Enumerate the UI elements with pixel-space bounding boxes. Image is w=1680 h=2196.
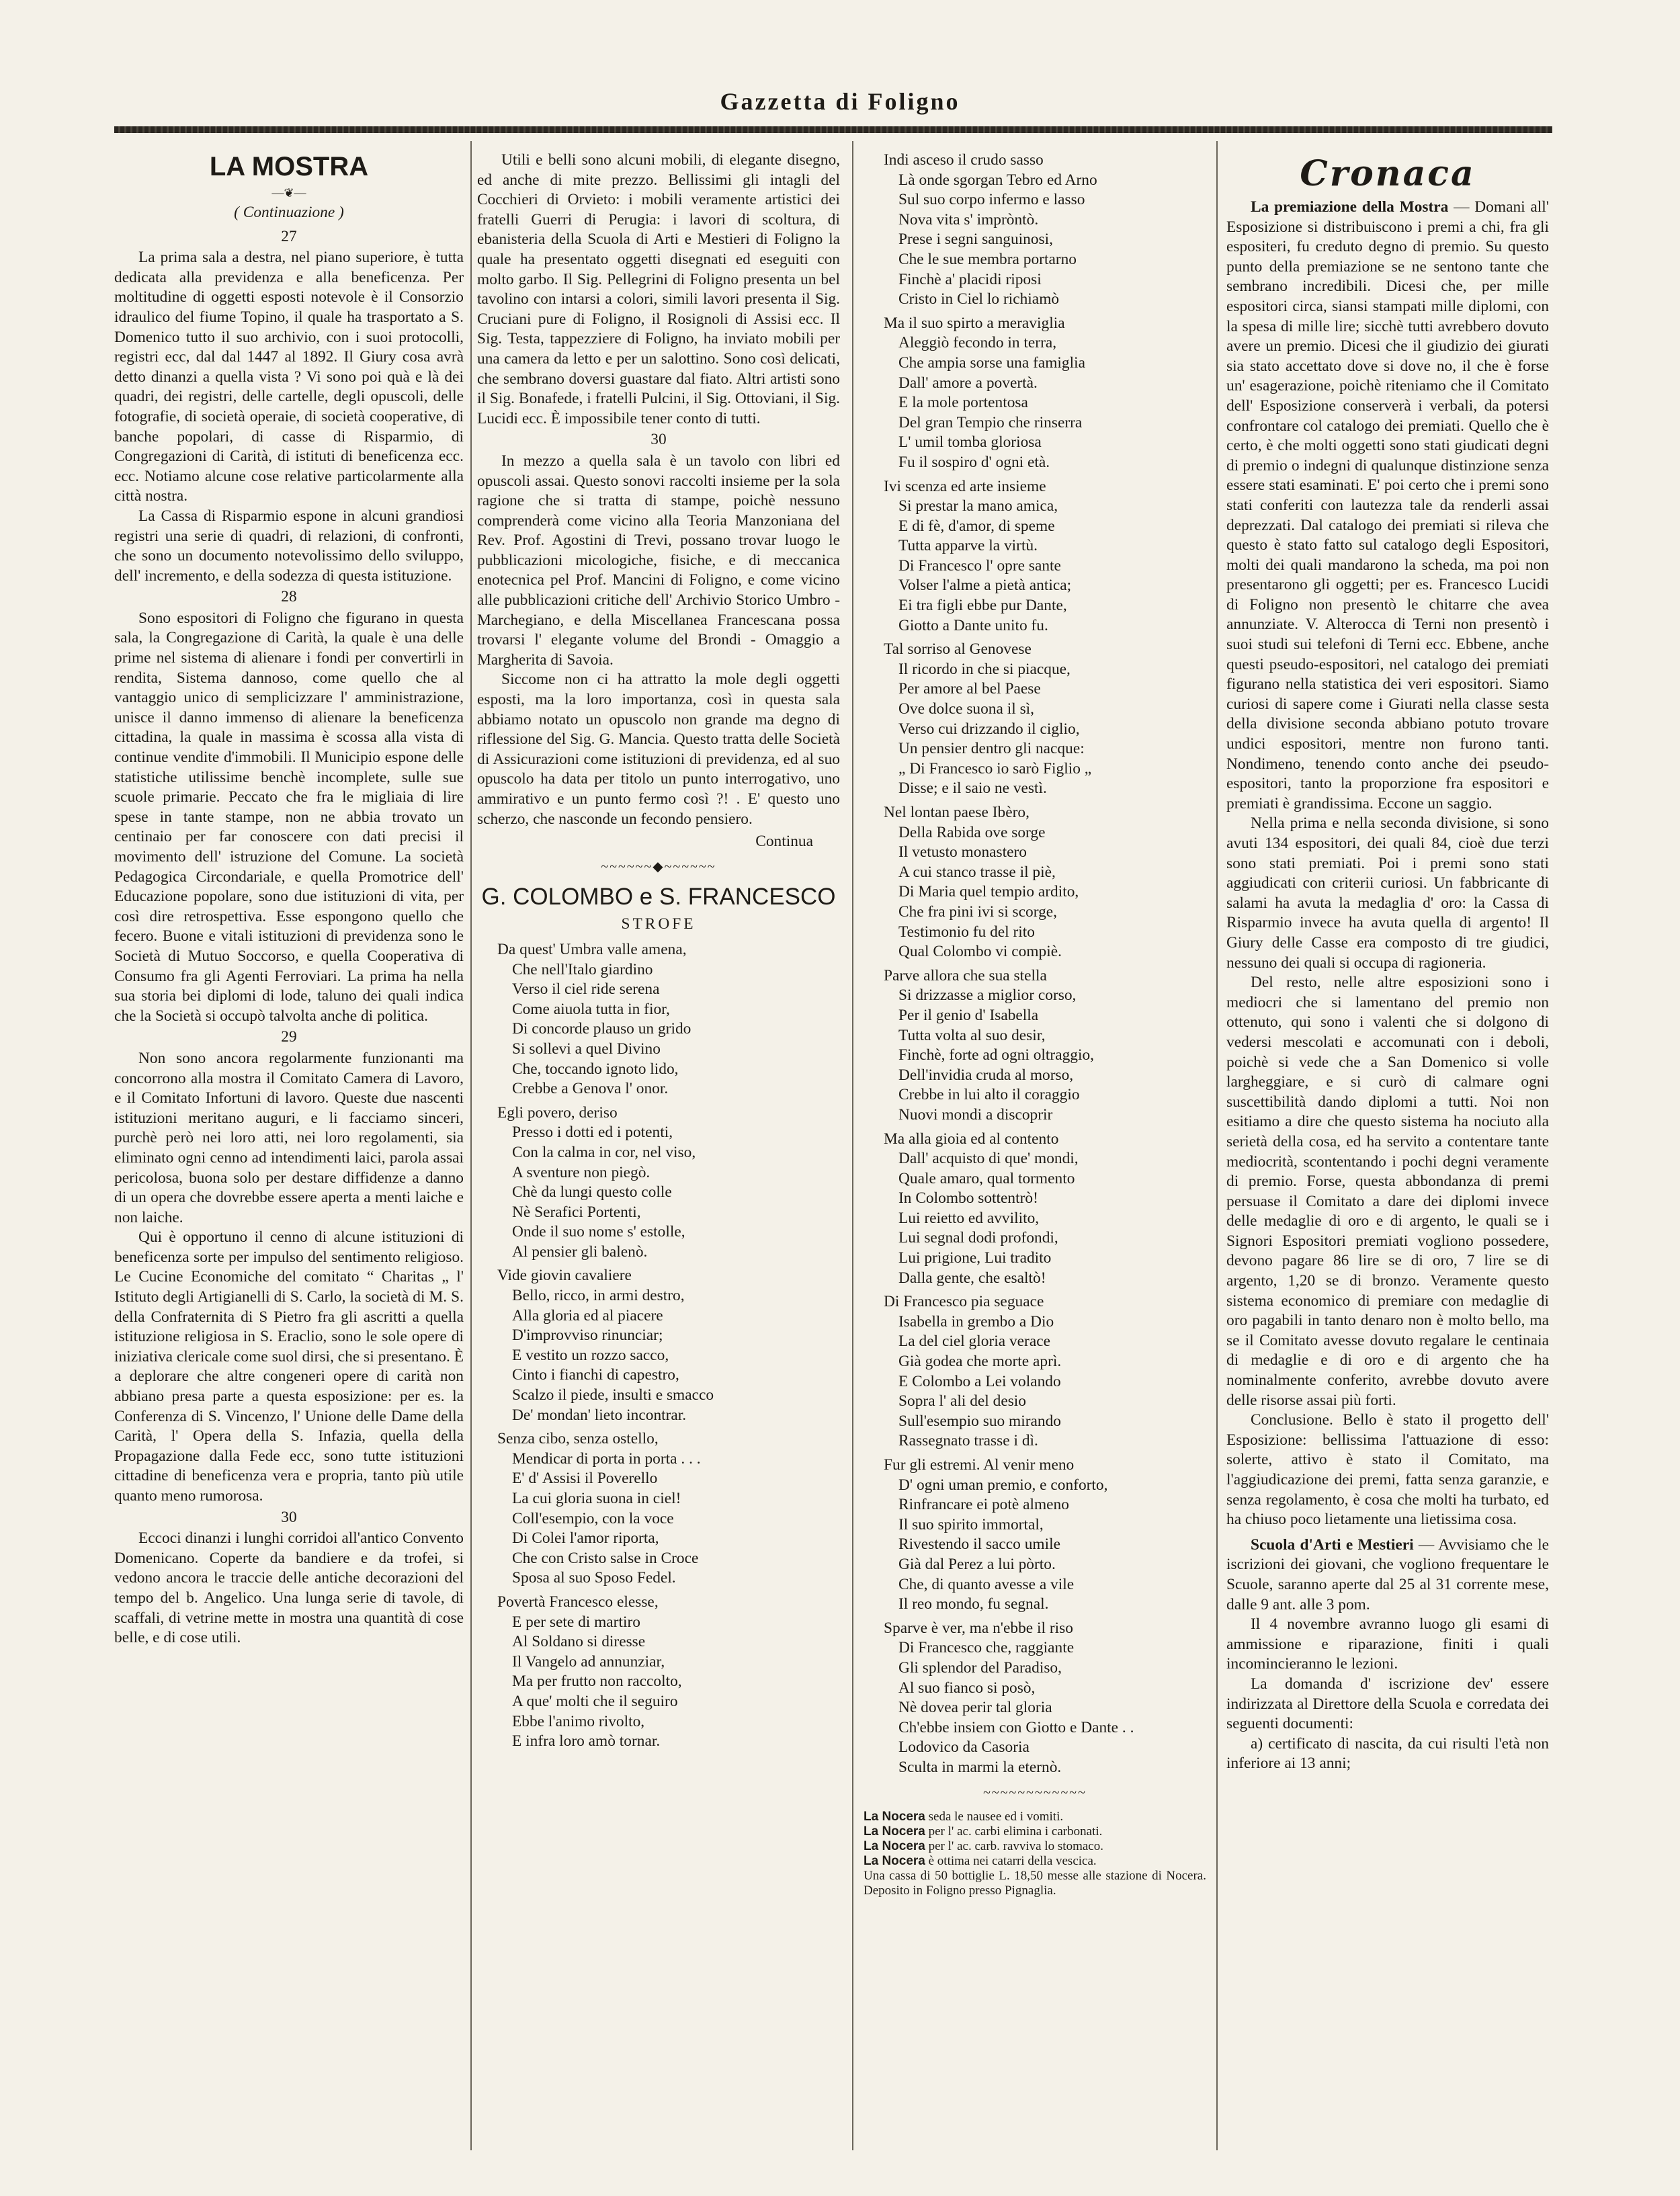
poem-line: Lui segnal dodi profondi, [898,1229,1058,1247]
ad-footer: Una cassa di 50 bottiglie L. 18,50 messe alle stazione di Nocera. Deposito in Foligno presso Pignaglia. [864,1869,1206,1898]
poem-line: Si prestar la mano amica, [898,497,1058,515]
poem-line: Povertà Francesco elesse, [497,1593,659,1611]
column-divider [470,141,472,2150]
poem-stanza [884,1619,1206,1778]
poem-line: Nuovi mondi a discoprir [898,1105,1053,1124]
paragraph: La Cassa di Risparmio espone in alcuni grandiosi registri una serie di quadri, di relazioni, di confronti, che sono un documento notevolissimo dello sviluppo, dell' incremento, e della sodezza di questa istituzione. [114,507,464,585]
poem-line: Ove dolce suona il sì, [898,700,1035,718]
poem-line: Al suo fianco si posò, [898,1679,1036,1697]
poem-line: L' umil tomba gloriosa [898,433,1042,452]
poem-line: Dell'invidia cruda al morso, [898,1066,1074,1084]
poem-line: E Colombo a Lei volando [898,1372,1061,1390]
ad-line [864,1839,1206,1854]
poem-line: Ma il suo spirto a meraviglia [884,314,1065,332]
poem-line: Sopra l' ali del desio [898,1392,1027,1410]
poem-line: Là onde sgorgan Tebro ed Arno [898,171,1097,189]
ad-line [864,1810,1206,1824]
separator-ornament: ~~~~~~~~~~~~ [983,1785,1087,1800]
poem-line: Che con Cristo salse in Croce [512,1549,699,1567]
paragraph: Conclusione. Bello è stato il progetto dell' Esposizione: bellissima l'attuazione di esso: solerte, attivo è stato il Comitato, ma l'aggiudicazione dei premi, fatta senza garanzie, e senza regolamento, è cosa che molti ha turbato, ed ha chiuso poco lietamente una lietissima cosa. [1226,1411,1549,1529]
poem-line: Si drizzasse a miglior corso, [898,986,1077,1005]
poem-line: Ch'ebbe insiem con Giotto e Dante . . [898,1718,1134,1736]
poem-line: E la mole portentosa [898,394,1028,412]
poem-line: Lodovico da Casoria [898,1738,1030,1757]
paragraph: Qui è opportuno il cenno di alcune istituzioni di beneficenza sorte per impulso del sentimento religioso. Le Cucine Economiche del comitato “ Charitas „ l' Istituto degli Artigianelli di S. Carlo, la società di M. S. della Confraternita di S Pietro fra gli ascritti a quella istituzione religiosa in S. Eraclio, sono le sole opere di iniziativa clericale come suol dirsi, che si presentano. È a deplorare che altre congeneri opere di carità non abbiano presa parte a questa esposizione: per es. la Conferenza di S. Vincenzo, l' Unione delle Dame della Carità, l' Opera della S. Infazia, quella della Propagazione dalla Fede ecc, sono tutte istituzioni cittadine di beneficenza vera e propria, tanto più utile quanto meno rumorosa. [114,1228,464,1505]
poem-line: Di Maria quel tempio ardito, [898,883,1079,901]
poem-line: Ei tra figli ebbe pur Dante, [898,597,1067,615]
poem-stanza [497,1266,840,1425]
poem-stanza [884,640,1206,799]
poem-line: Il vetusto monastero [898,843,1027,861]
poem-line: D' ogni uman premio, e conforto, [898,1476,1108,1494]
poem-stanza [497,940,840,1099]
poem-line: Bello, ricco, in armi destro, [512,1287,685,1305]
poem-line: Con la calma in cor, nel viso, [512,1143,696,1161]
paragraph: — Domani all' Esposizione si distribuiscono i premi a chi, fra gli espositeri, fu creduto degno di premio. Su questo punto della premiazione se ne sentono tante che sembrano incredibili. Dicesi che, per mille espositori circa, siansi stampati mille diplomi, con la spesa di mille lire; sicchè tutti avrebbero dovuto avere un premio. Dicesi che il giudizio dei giurati sia stato accettato dove si dove no, il che è forse un' esagerazione, poichè riteniamo che il Comitato dell' Esposizione conserverà i verbali, da potersi confrontare col catalogo dei premiati. Quello che è certo, è che molti oggetti sono stati giudicati degni di premio o indegni di qualunque distinzione senza essere stati esaminati. E' poi certo che i premi sono stati conferiti con lautezza tale da renderli assai deprezzati. Dal catalogo dei premiati si rileva che questo è stato fatto sul catalogo degli Espositori, molti dei quali mandarono la scheda, ma poi non presentarono gli oggetti; per es. Francesco Lucidi di Foligno non presentò le chitarre che avea annunziate. V. Alterocca di Terni non presentò i suoi studi sui telefoni di Terni ecc. Ebbene, anche questi pseudo-espositori, nel catalogo dei premiati figurano nella statistica dei veri espositori. Siamo curiosi di sapere come i Giurati nella classe sesta della divisione seconda abbiano potuto trovare undici espositori, mentre non furono tanti. Nondimeno, tenendo conto anche dei pseudo-espositori, tanto la proporzione fra espositori e premiati è grandissima. Eccone un saggio. [1226,198,1549,812]
poem-line: Di Francesco pia seguace [884,1293,1044,1311]
poem-line: „ Di Francesco io sarò Figlio „ [898,759,1092,777]
advertisement [864,1810,1206,1898]
cronaca-heading: Cronaca [1300,153,1476,194]
flourish-ornament: —❦— [271,186,306,200]
poem-line: Scalzo il piede, insulti e smacco [512,1386,714,1404]
paragraph: La domanda d' iscrizione dev' essere indirizzata al Direttore della Scuola e corredata dei seguenti documenti: [1226,1675,1549,1733]
article-subtitle: ( Continuazione ) [234,204,344,221]
poem-stanza [884,1292,1206,1451]
poem-stanza [497,1103,840,1263]
poem-stanza [884,314,1206,473]
poem-line: Disse; e il saio ne vestì. [898,779,1047,798]
poem-line: Del gran Tempio che rinserra [898,413,1083,431]
poem-line: Giotto a Dante unito fu. [898,616,1048,634]
poem-line: Sul suo corpo infermo e lasso [898,191,1085,209]
poem-line: La del ciel gloria verace [898,1333,1050,1351]
poem-line: Della Rabida ove sorge [898,823,1046,841]
paragraph: Del resto, nelle altre esposizioni sono i mediocri che si lamentano del premio non ottenuto, qui sono i valenti che si dolgono di vedersi mescolati e accomunati con i deboli, poichè si vede che a San Domenico si volle largheggiare, e si curò di calmare ogni suscettibilità dando diplomi a tutti. Noi non esitiamo a dire che questo sistema ha nociuto alla serietà della cosa, ed ha servito a contentare tante mediocrità, scontentando i pochi degni veramente di premio. Forse, questa abbondanza di premi persuase il Comitato a dare dei diplomi invece delle medaglie di oro e di argento, le quali se i Signori Espositori premiati vogliono possedere, devono pagare 86 lire se di oro, 7 lire se di argento, 1,20 se di bronzo. Veramente questo sistema economico di premiare con medaglie di oro pagabili in tanto denaro non è molto bello, ma se il Comitato avesse dovuto regalare le centinaia di medaglie e di oro e di argento che ha nominalmente conferito, avrebbe dovuto avere delle risorse assai più forti. [1226,974,1549,1409]
poem-line: Si sollevi a quel Divino [512,1040,661,1058]
poem-line: Onde il suo nome s' estolle, [512,1223,685,1241]
poem-line: Di concorde plauso un grido [512,1020,691,1038]
paragraph: Il 4 novembre avranno luogo gli esami di ammissione e riparazione, finiti i quali incomincieranno le lezioni. [1226,1615,1549,1673]
poem-line: Che fra pini ivi si scorge, [898,902,1058,921]
poem-line: Il Vangelo ad annunziar, [512,1652,665,1671]
poem-line: Cristo in Ciel lo richiamò [898,290,1060,308]
poem-line: Tutta volta al suo desir, [898,1026,1046,1044]
poem-subtitle: STROFE [621,915,696,933]
poem-line: Sculta in marmi la eternò. [898,1758,1062,1776]
poem-line: Vide giovin cavaliere [497,1267,632,1285]
poem-line: Verso cui drizzando il ciglio, [898,720,1080,738]
poem-line: Rivestendo il sacco umile [898,1535,1060,1554]
poem-line: Egli povero, deriso [497,1103,618,1122]
paragraph: Nella prima e nella seconda divisione, si sono avuti 134 espositori, dei quali 84, cioè due terzi sono stati premiati. Poi i premi sono stati aggiudicati con criterii curiosi. Un fabbricante di salami ha avuta la medaglia d' oro: la Cassa di Risparmio invece ha avuta quella di argento! Il Giury delle Casse era composto di tre giudici, nessuno dei quali si occupa di ragioneria. [1226,814,1549,972]
poem-stanza [884,151,1206,310]
ad-text: per l' ac. carb. ravviva lo stomaco. [928,1839,1103,1854]
poem-line: A sventure non piegò. [512,1163,650,1181]
section-number: 30 [281,1508,297,1526]
column-3 [864,151,1206,2140]
poem-line: Nè Serafici Portenti, [512,1203,641,1221]
poem-line: In Colombo sottentrò! [898,1189,1038,1208]
poem-stanza [884,966,1206,1126]
poem-line: E' d' Assisi il Poverello [512,1470,658,1488]
poem-line: Il ricordo in che si piacque, [898,660,1070,678]
poem-line: Già dal Perez a lui pòrto. [898,1555,1056,1573]
poem-line: Di Francesco l' opre sante [898,556,1061,575]
poem-line: Volser l'alme a pietà antica; [898,577,1072,595]
poem-line: Verso il ciel ride serena [512,980,660,999]
poem-line: Fu il sospiro d' ogni età. [898,453,1050,471]
poem-stanza [497,1593,840,1752]
poem-line: Al pensier gli balenò. [512,1242,648,1261]
ad-brand: La Nocera [864,1810,925,1824]
poem-line: Sull'esempio suo mirando [898,1412,1062,1430]
column-divider [1216,141,1218,2150]
poem-line: Il reo mondo, fu segnal. [898,1595,1049,1613]
poem-line: Di Colei l'amor riporta, [512,1529,659,1548]
poem-line: Lui prigione, Lui tradito [898,1249,1052,1267]
poem-stanza [497,1429,840,1589]
poem-line: Indi asceso il crudo sasso [884,151,1044,169]
poem-line: Ivi scenza ed arte insieme [884,477,1046,495]
poem-line: Nova vita s' impròntò. [898,210,1039,228]
poem-line: Sparve è ver, ma n'ebbe il riso [884,1619,1073,1637]
poem-line: Chè da lungi questo colle [512,1183,672,1201]
poem-line: Dall' amore a povertà. [898,374,1038,392]
poem-line: Mendicar di porta in porta . . . [512,1449,701,1468]
poem-line: Rinfrancare ei potè almeno [898,1496,1069,1514]
poem-title: G. COLOMBO e S. FRANCESCO [481,884,836,911]
article-title: LA MOSTRA [209,152,369,181]
poem-line: Di Francesco che, raggiante [898,1639,1075,1657]
paragraph: In mezzo a quella sala è un tavolo con libri ed opuscoli assai. Questo sonovi raccolti insieme per la sola ragione che si tratta di stampe, poichè nessuno comprenderà come vicino alla Teoria Manzoniana del Rev. Prof. Agostini di Trevi, possano trovar luogo le pubblicazioni micologiche, fisiche, e di meccanica enotecnica pel Prof. Mancini di Foligno, e come vicino alle pubblicazioni critiche dell' Archivio Storico Umbro - Marchegiano, e della Miscellanea Francescana possa trovarsi l' elegante volume del Brondi - Omaggio a Margherita di Savoia. [477,452,840,669]
poem-line: Finchè a' placidi riposi [898,270,1042,288]
ad-line [864,1824,1206,1839]
continua-label: Continua [755,833,813,851]
poem-line: Il suo spirito immortal, [898,1515,1044,1533]
section-number: 27 [281,227,297,245]
poem-line: E di fè, d'amor, di speme [898,517,1055,535]
ad-text: per l' ac. carbi elimina i carbonati. [928,1824,1103,1839]
column-2 [477,151,840,2140]
poem-line: Parve allora che sua stella [884,966,1047,984]
poem-line: Aleggiò fecondo in terra, [898,334,1057,352]
section-number: 30 [650,431,667,449]
poem-stanza [884,477,1206,636]
poem-line: Dall' acquisto di que' mondi, [898,1150,1079,1168]
poem-line: Sposa al suo Sposo Fedel. [512,1569,676,1587]
poem-line: Prese i segni sanguinosi, [898,230,1053,249]
poem-line: A que' molti che il seguiro [512,1692,678,1710]
poem-line: Coll'esempio, con la voce [512,1509,674,1527]
poem-line: De' mondan' lieto incontrar. [512,1406,687,1424]
poem-line: Qual Colombo vi compiè. [898,943,1062,961]
poem-line: Cinto i fianchi di capestro, [512,1366,679,1384]
poem-line: Finchè, forte ad ogni oltraggio, [898,1046,1095,1064]
poem-line: Che le sue membra portarno [898,250,1077,268]
poem-line: Ebbe l'animo rivolto, [512,1712,645,1730]
poem-line: Alla gloria ed al piacere [512,1306,663,1324]
paragraph: Non sono ancora regolarmente funzionanti ma concorrono alla mostra il Comitato Camera di Lavoro, e il Comitato Infortuni di lavoro. Queste due nascenti istituzioni meritano auguri, e li facciamo sinceri, purchè però nei loro atti, nei loro regolamenti, sia eliminato ogni cenno ad intendimenti laici, parola assai pericolosa, buona solo per destare diffidenze a danno di un opera che dovrebbe essere aperta a menti laiche e non laiche. [114,1049,464,1226]
paragraph: Sono espositori di Foligno che figurano in questa sala, la Congregazione di Carità, la quale è una delle prime nel sistema di alienare i fondi per convertirli in rendita, Sistema dannoso, come quello che al vantaggio unico di semplicizzare l' amministrazione, unisce il danno immenso di alienare la beneficenza cittadina, la quale in massima è scossa alla vista di continue vendite d'immobili. Il Municipio espone delle statistiche utilissime benchè incomplete, sulle sue scuole primarie. Peccato che fra le migliaia di lire spese in tante stampe, non ne abbia trovato un centinaio per far conoscere con dati precisi il movimento dell' istruzione del Comune. La società Pedagogica Circondariale, e quella Promotrice dell' Educazione popolare, sono due istituzioni di vita, per così dire retrospettiva. Esse espongono quello che fecero. Buone e vitali istituzioni di previdenza sono le Società di Mutuo Soccorso, e quella Cooperativa di Consumo fra gli Agenti Ferroviari. La prima ha nella sua storia bei diplomi di lode, taluno dei quali indica che la Società si occupò talvolta anche di politica. [114,609,464,1025]
paragraph: Siccome non ci ha attratto la mole degli oggetti esposti, ma la loro importanza, così in questa sala abbiamo notato un opuscolo non grande ma degno di riflessione del Sig. G. Mancia. Questo tratta delle Società di Assicurazioni come istituzioni di previdenza, ed al suo opuscolo ha data per titolo un punto interrogativo, uno ammirativo e un punto fermo così ?! . E' questo uno scherzo, che nasconde un fecondo pensiero. [477,671,840,828]
poem-line: E vestito un rozzo sacco, [512,1346,669,1364]
column-divider [852,141,853,2150]
separator-ornament: ~~~~~~◆~~~~~~ [601,859,716,874]
ad-brand: La Nocera [864,1839,925,1854]
poem-stanza [884,1130,1206,1289]
poem-line: Lui reietto ed avvilito, [898,1209,1040,1227]
poem-stanza [884,803,1206,962]
poem-line: Quale amaro, qual tormento [898,1169,1075,1187]
paragraph: Utili e belli sono alcuni mobili, di elegante disegno, ed anche di mite prezzo. Bellissimi gli intagli del Cocchieri di Orvieto: i mobili veramente artistici dei fratelli Guerri di Perugia: i lavori di scoltura, di ebanisteria della Scuola di Arti e Mestieri di Foligno la quale ha presentato oggetti disegnati ed eseguiti con molto garbo. Il Sig. Pellegrini di Foligno presenta un bel tavolino con intarsi a colori, simili lavori presenta il Sig. Cruciani pure di Foligno, il Rosignoli di Assisi ecc. Il Sig. Testa, tappezziere di Foligno, ha inviato mobili per una camera da letto e per un salottino. Sono così delicati, che sembrano doversi guastare dal fiato. Altri artisti sono il Sig. Bonafede, i fratelli Pulcini, il Sig. Ottoviani, il Sig. Lucidi ecc. È impossibile tener conto di tutti. [477,151,840,427]
poem-line: Rassegnato trasse i dì. [898,1432,1038,1450]
poem-line: Da quest' Umbra valle amena, [497,940,687,958]
poem-stanza [884,1455,1206,1615]
poem-line: Testimonio fu del rito [898,923,1035,941]
poem-line: Ma alla gioia ed al contento [884,1130,1059,1148]
column-4 [1226,151,1549,2140]
poem-line: Che, di quanto avesse a vile [898,1575,1075,1593]
poem-line: Dalla gente, che esaltò! [898,1269,1046,1287]
poem-line: Un pensier dentro gli nacque: [898,740,1085,758]
poem-line: La cui gloria suona in ciel! [512,1490,681,1507]
masthead-title: Gazzetta di Foligno [720,88,960,115]
paragraph: Eccoci dinanzi i lunghi corridoi all'antico Convento Domenicano. Coperte da bandiere e da trofei, si vedono ancora le traccie delle antiche decorazioni del tempo del b. Angelico. Una lunga serie di tavole, di scaffali, di vetrine mette in mostra una quantità di cose belle, e di cose utili. [114,1529,464,1647]
poem-line: Tutta apparve la virtù. [898,537,1038,555]
paragraph: a) certificato di nascita, da cui risulti l'età non inferiore ai 13 anni; [1226,1734,1549,1773]
ad-line [864,1854,1206,1869]
poem-line: Che ampia sorse una famiglia [898,353,1086,372]
paragraph: La prima sala a destra, nel piano superiore, è tutta dedicata alla previdenza e alla beneficenza. Per moltitudine di oggetti esposti notevole è il Consorzio idraulico del fiume Topino, il quale ha trasportato a S. Domenico tutto il suo archivio, con i suoi protocolli, registri ecc, dal dal 1447 al 1892. Il Giury cosa avrà detto dinanzi a quella vista ? Vi sono poi quà e là dei quadri, dei registri, delle cartelle, degli opuscoli, delle fotografie, di società operaie, di società cooperative, di banche popolari, di casse di Risparmio, di Congregazioni di Carità, di istituti di beneficenza ecc. ecc. Notiamo alcune cose relative particolarmente alla città nostra. [114,249,464,505]
poem-line: Per amore al bel Paese [898,680,1041,698]
poem-line: E per sete di martiro [512,1613,640,1631]
poem-line: A cui stanco trasse il piè, [898,863,1056,881]
poem-line: Nè dovea perir tal gloria [898,1699,1052,1717]
poem-line: Come aiuola tutta in fior, [512,1000,670,1018]
poem-line: D'improvviso rinunciar; [512,1326,663,1345]
ad-brand: La Nocera [864,1854,925,1869]
poem-line: Tal sorriso al Genovese [884,640,1032,659]
section-number: 28 [281,588,297,606]
ad-text: seda le nausee ed i vomiti. [928,1810,1064,1824]
poem-line: Presso i dotti ed i potenti, [512,1124,673,1142]
poem-line: Ma per frutto non raccolto, [512,1673,682,1691]
poem-line: Al Soldano si diresse [512,1633,646,1651]
ad-brand: La Nocera [864,1824,925,1839]
item-heading: La premiazione della Mostra [1251,198,1449,216]
poem-line: Che nell'Italo giardino [512,960,653,978]
column-1 [114,151,464,2140]
poem-line: Nel lontan paese Ibèro, [884,804,1030,821]
poem-line: Fur gli estremi. Al venir meno [884,1456,1075,1474]
poem-line: Gli splendor del Paradiso, [898,1658,1062,1677]
paragraph: — Avvisiamo che le iscrizioni dei giovani, che vogliono frequentare le Scuole, saranno aperte dal 25 al 31 corrente mese, dalle 9 ant. alle 3 pom. [1226,1535,1549,1613]
poem-line: Isabella in grembo a Dio [898,1312,1054,1331]
ad-text: è ottima nei catarri della vescica. [928,1854,1097,1869]
section-number: 29 [281,1028,297,1046]
masthead-rule [114,126,1552,133]
item-heading: Scuola d'Arti e Mestieri [1251,1535,1414,1554]
poem-line: Crebbe in lui alto il coraggio [898,1086,1080,1104]
poem-line: E infra loro amò tornar. [512,1732,661,1750]
poem-line: Già godea che morte aprì. [898,1353,1062,1371]
poem-line: Crebbe a Genova l' onor. [512,1080,669,1098]
poem-line: Che, toccando ignoto lido, [512,1060,679,1078]
poem-line: Senza cibo, senza ostello, [497,1430,659,1448]
poem-line: Per il genio d' Isabella [898,1006,1039,1024]
